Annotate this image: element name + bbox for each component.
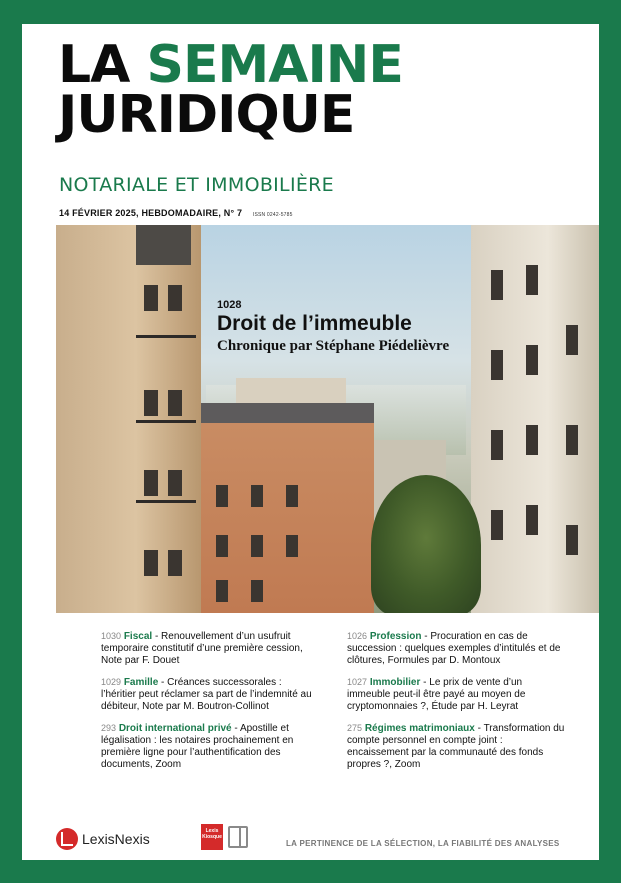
masthead-semaine: SEMAINE [146, 35, 403, 95]
entry-text: - Transformation du compte personnel en compte joint : encaissement par la communauté des fonds propres ?, Zoom [347, 723, 565, 770]
window [286, 535, 298, 557]
masthead [58, 35, 403, 145]
entry-section: Profession [369, 631, 422, 642]
tree [371, 475, 481, 613]
entry-number: 275 [347, 723, 363, 733]
window [526, 425, 538, 455]
entry-section: Droit international privé [118, 723, 232, 734]
window [251, 485, 263, 507]
contents-entry[interactable] [347, 676, 567, 713]
contents-entry[interactable] [347, 630, 567, 667]
contents-entry[interactable] [101, 630, 317, 667]
window [144, 550, 158, 576]
window [526, 505, 538, 535]
entry-number: 1030 [101, 631, 122, 641]
masthead-la: LA [58, 35, 130, 95]
window [491, 350, 503, 380]
window [168, 390, 182, 416]
lexisnexis-icon [56, 828, 78, 850]
balcony-rail [136, 335, 196, 338]
window [566, 325, 578, 355]
masthead-juridique: JURIDIQUE [58, 85, 355, 145]
window [144, 285, 158, 311]
balcony-rail [136, 420, 196, 423]
window [251, 580, 263, 602]
window [491, 430, 503, 460]
window [491, 510, 503, 540]
window [526, 345, 538, 375]
issue-date: 14 FÉVRIER 2025, HEBDOMADAIRE, N° 7 [59, 208, 243, 218]
window [566, 525, 578, 555]
window [168, 550, 182, 576]
issue-line [59, 208, 293, 218]
window [216, 580, 228, 602]
entry-number: 1027 [347, 677, 368, 687]
contents-right-column [347, 630, 567, 780]
entry-text: - Procuration en cas de succession : quelques exemples d’intitulés et de clôtures, Formules par D. Montoux [347, 631, 561, 666]
feature-title[interactable]: Droit de l’immeuble [217, 312, 412, 335]
cover-page [22, 24, 599, 860]
cover-photo [56, 225, 599, 613]
window [526, 265, 538, 295]
contents-left-column [101, 630, 317, 780]
kiosque-logo: Lexis Kiosque [201, 824, 223, 850]
feature-number: 1028 [217, 299, 242, 311]
entry-section: Régimes matrimoniaux [364, 723, 475, 734]
window [216, 535, 228, 557]
entry-text: - Apostille et légalisation : les notaires prochainement en première ligne pour l’authentification des documents, Zoom [101, 723, 294, 770]
window [216, 485, 228, 507]
window [566, 425, 578, 455]
feature-block [217, 299, 449, 355]
tagline: LA PERTINENCE DE LA SÉLECTION, LA FIABILITÉ DES ANALYSES [286, 839, 560, 848]
window [251, 535, 263, 557]
entry-section: Immobilier [369, 677, 421, 688]
contents-entry[interactable] [347, 722, 567, 771]
entry-number: 293 [101, 723, 117, 733]
contents-entry[interactable] [101, 676, 317, 713]
tablet-phone-icon [228, 826, 248, 848]
entry-text: - Le prix de vente d’un immeuble peut-il être payé au moyen de cryptomonnaies ?, Étude par H. Leyrat [347, 677, 526, 712]
entry-number: 1026 [347, 631, 368, 641]
entry-text: - Créances successorales : l’héritier peut réclamer sa part de l’indemnité au débiteur, Note par M. Boutron-Collinot [101, 677, 312, 712]
contents-entry[interactable] [101, 722, 317, 771]
publisher-logo [56, 828, 150, 850]
balcony-rail [136, 500, 196, 503]
entry-text: - Renouvellement d’un usufruit temporaire constitutif d’une première cession, Note par F. Douet [101, 631, 303, 666]
window [144, 470, 158, 496]
window [168, 470, 182, 496]
window [144, 390, 158, 416]
publisher-name: LexisNexis [82, 831, 150, 847]
window [491, 270, 503, 300]
window [168, 285, 182, 311]
window [286, 485, 298, 507]
issn: ISSN 0242-5785 [252, 212, 293, 218]
journal-subtitle: NOTARIALE ET IMMOBILIÈRE [59, 174, 334, 196]
entry-section: Famille [123, 677, 159, 688]
feature-author: Chronique par Stéphane Piédelièvre [217, 338, 450, 354]
left-roof [136, 225, 191, 265]
entry-section: Fiscal [123, 631, 153, 642]
entry-number: 1029 [101, 677, 122, 687]
